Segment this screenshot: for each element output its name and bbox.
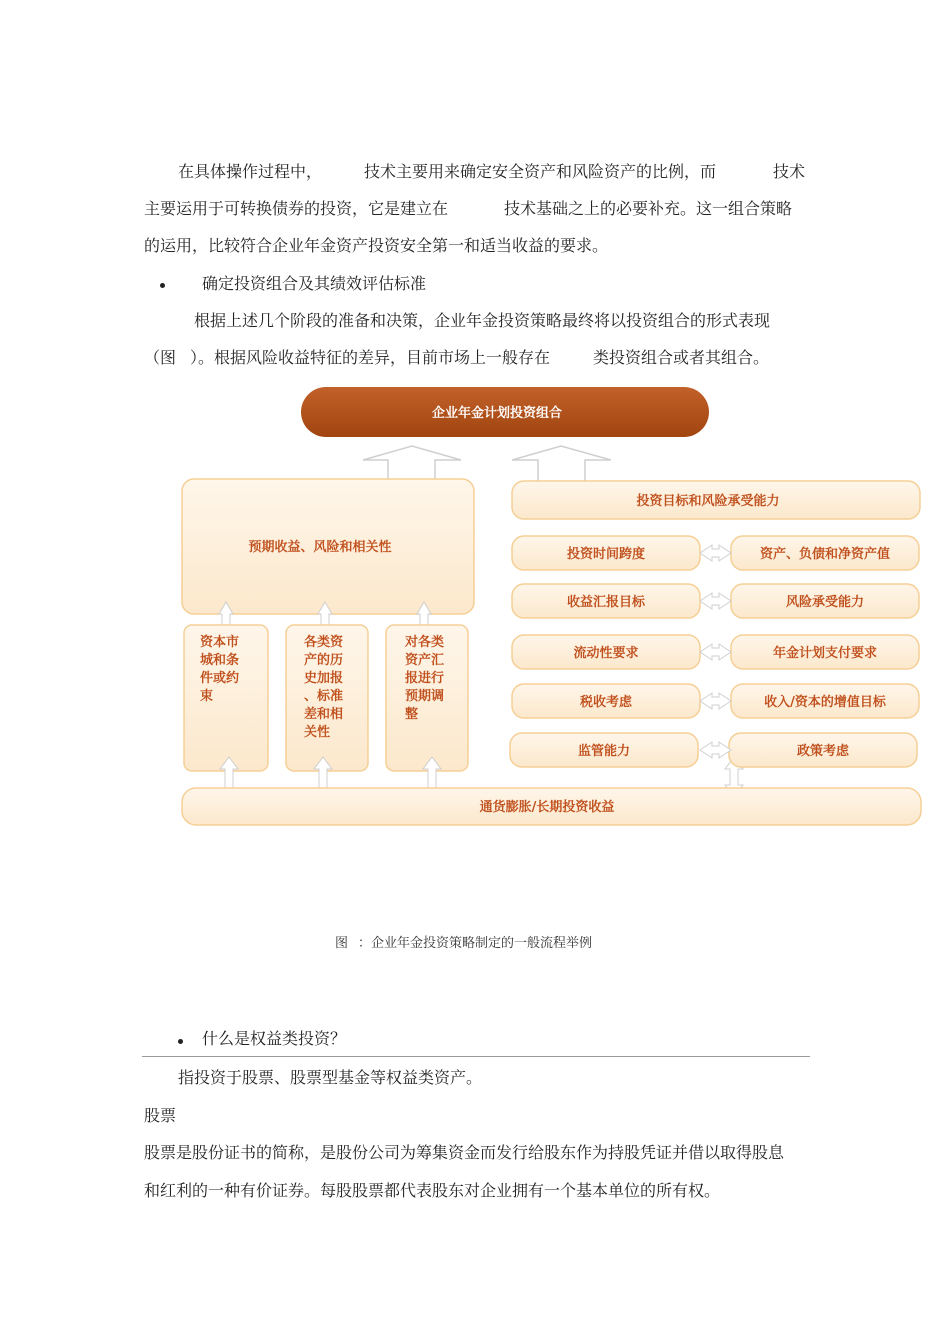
para3: 指投资于股票、股票型基金等权益类资产。 — [178, 1068, 483, 1087]
small-box-line: 、标准 — [304, 689, 344, 704]
para2-line2c: 类投资组合或者其组合。 — [593, 348, 770, 367]
small-box-line: 件或约 — [200, 671, 240, 686]
small-box-line: 预期调 — [405, 689, 445, 704]
double-arrow-horizontal — [700, 545, 731, 561]
small-box-line: 史加报 — [304, 671, 344, 686]
objective-risk-header-label: 投资目标和风险承受能力 — [636, 494, 780, 509]
small-box-line: 关性 — [304, 725, 331, 740]
top-portfolio-label: 企业年金计划投资组合 — [431, 406, 563, 421]
pair-right-label: 收入/资本的增值目标 — [764, 695, 886, 710]
small-box-line: 资本市 — [200, 635, 240, 650]
para2-line1: 根据上述几个阶段的准备和决策，企业年金投资策略最终将以投资组合的形式表现 — [194, 311, 771, 330]
small-box-line: 差和相 — [304, 707, 344, 722]
heading-stock: 股票 — [144, 1106, 177, 1125]
double-arrow-horizontal — [700, 644, 731, 660]
para1-line3: 的运用，比较符合企业年金资产投资安全第一和适当收益的要求。 — [144, 236, 609, 255]
inflation-bar-label: 通货膨胀/长期投资收益 — [479, 800, 615, 815]
section-divider — [142, 1056, 810, 1057]
figure-caption-label: 图 — [335, 936, 349, 951]
para1-line2b: 技术基础之上的必要补充。这一组合策略 — [504, 199, 793, 218]
para4-line2: 和红利的一种有价证券。每股股票都代表股东对企业拥有一个基本单位的所有权。 — [144, 1181, 721, 1200]
pair-right-label: 年金计划支付要求 — [772, 646, 878, 661]
figure-caption-text: ：企业年金投资策略制定的一般流程举例 — [358, 936, 593, 951]
para1-line1b: 技术主要用来确定安全资产和风险资产的比例，而 — [364, 162, 717, 181]
pair-right-label: 资产、负债和净资产值 — [759, 547, 891, 562]
para2-line2b: ）。根据风险收益特征的差异，目前市场上一般存在 — [190, 348, 551, 367]
pair-left-label: 投资时间跨度 — [566, 547, 646, 562]
bullet2-text: 什么是权益类投资？ — [202, 1029, 347, 1048]
para4-line1: 股票是股份证书的简称，是股份公司为筹集资金而发行给股东作为持股凭证并借以取得股息 — [144, 1143, 785, 1162]
small-box-line: 束 — [200, 689, 214, 704]
pair-right-label: 政策考虑 — [796, 744, 850, 759]
bullet-dot — [178, 1039, 183, 1044]
pair-left-label: 收益汇报目标 — [566, 595, 646, 610]
para1-line1a: 在具体操作过程中， — [178, 162, 323, 181]
pair-right-label: 风险承受能力 — [785, 595, 865, 610]
bullet1-text: 确定投资组合及其绩效评估标准 — [202, 274, 427, 293]
double-arrow-horizontal — [700, 693, 731, 709]
para2-line2a: （图 — [144, 348, 177, 367]
pair-left-label: 流动性要求 — [573, 646, 639, 661]
small-box-line: 整 — [405, 707, 419, 722]
para1-line1c: 技术 — [773, 162, 806, 181]
small-box-line: 城和条 — [200, 653, 240, 668]
pair-left-label: 税收考虑 — [579, 695, 633, 710]
small-box-line: 对各类 — [405, 635, 445, 650]
double-arrow-horizontal — [700, 593, 731, 609]
pair-left-label: 监管能力 — [577, 744, 631, 759]
small-box-line: 报进行 — [405, 671, 445, 686]
expected-return-label: 预期收益、风险和相关性 — [248, 540, 392, 555]
para1-line2a: 主要运用于可转换债券的投资，它是建立在 — [144, 199, 449, 218]
small-box-line: 资产汇 — [405, 653, 445, 668]
double-arrow-horizontal — [700, 742, 731, 758]
small-box-line: 产的历 — [304, 653, 344, 668]
small-box-line: 各类资 — [304, 635, 344, 650]
